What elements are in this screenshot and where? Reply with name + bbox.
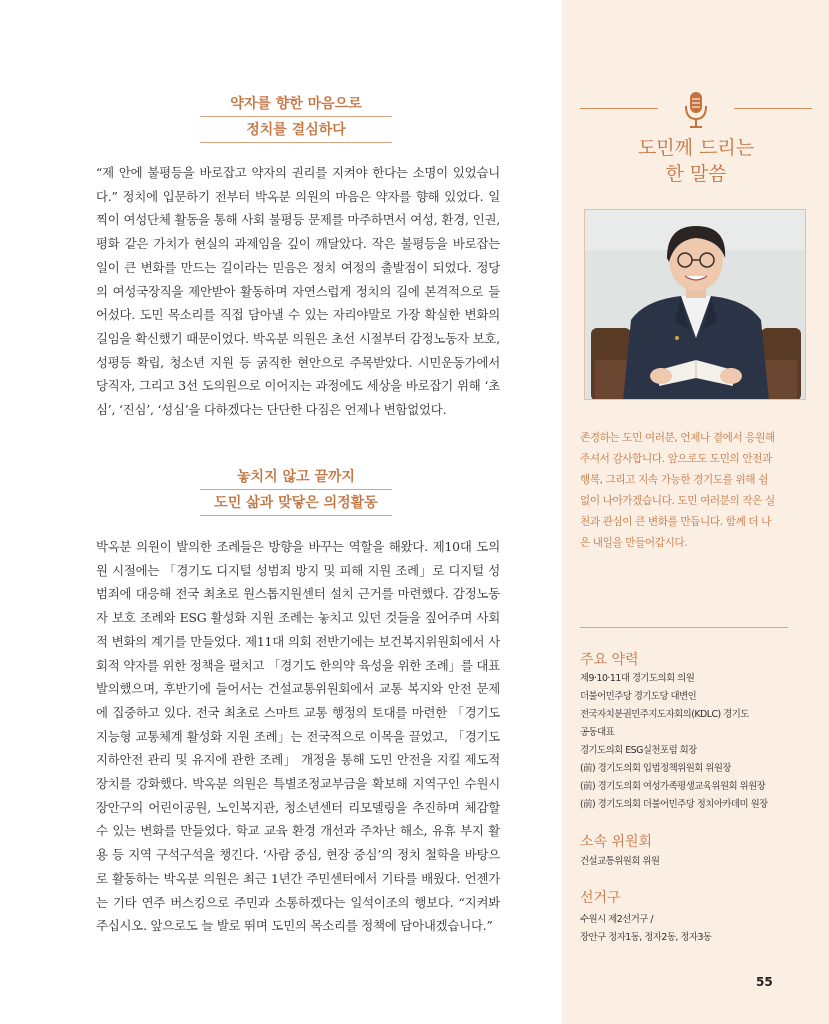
portrait-photo [584,209,806,400]
sidebar-divider [580,627,788,628]
section-1-body: “제 안에 불평등을 바로잡고 약자의 권리를 지켜야 한다는 소명이 있었습니다.” 정치에 입문하기 전부터 박옥분 의원의 마음은 약자를 향해 있었다. 일찍이 여성단체 활동을 통해 사회 불평등 문제를 마주하면서 여성, 환경, 인권, 평화 같은 가치가 현실의 과제임을 깊이 깨달았다. 작은 불평등을 바로잡는 일이 큰 변화를 만드는 길이라는 믿음은 정치 여정의 출발점이 되었다. 정당의 여성국장직을 제안받아 활동하며 자연스럽게 정치의 길에 본격적으로 들어섰다. 도민 목소리를 직접 담아낼 수 있는 자리야말로 가장 확실한 변화의 길임을 확신했기 때문이었다. 박옥분 의원은 초선 시절부터 감정노동자 보호, 성평등 확립, 청소년 지원 등 굵직한 현안으로 주목받았다. 시민운동가에서 당직자, 그리고 3선 도의원으로 이어지는 과정에도 세상을 바로잡기 위해 ‘초심’, ‘진심’, ‘성심’을 다하겠다는 단단한 다짐은 언제나 변함없었다. [96,165,500,418]
section-heading-2-line-1: 놓치지 않고 끝까지 [237,469,355,485]
portrait-illustration [585,210,806,400]
list-item: 제9·10·11대 경기도의회 의원 [580,673,695,684]
section-heading-2-line-2: 도민 삶과 맞닿은 의정활동 [214,495,378,511]
committee-list [580,853,795,871]
list-item: (前) 경기도의회 여성가족평생교육위원회 위원장 [580,781,766,792]
list-item: 전국자치분권민주지도자회의(KDLC) 경기도 [580,709,749,720]
section-heading-1 [200,93,392,145]
sidebar-title-line-1: 도민께 드리는 [637,137,755,159]
list-item: 장안구 정자1동, 정자2동, 정자3동 [580,932,712,943]
career-list [580,670,795,814]
section-heading-1-line-1: 약자를 향한 마음으로 [230,96,362,112]
heading-divider [200,116,392,117]
list-item: 더불어민주당 경기도당 대변인 [580,691,697,702]
section-heading-2 [200,466,392,518]
list-item: 건설교통위원회 위원 [580,856,660,867]
ornament-line-right [734,108,812,109]
list-item: (前) 경기도의회 입법정책위원회 위원장 [580,763,731,774]
district-list [580,911,795,947]
section-heading-1-line-2: 정치를 결심하다 [246,122,346,138]
page-number: 55 [756,975,773,989]
list-item: 수원시 제2선거구 / [580,914,653,925]
heading-divider [200,142,392,143]
greeting-message: 존경하는 도민 여러분, 언제나 곁에서 응원해 주셔서 감사합니다. 앞으로도 도민의 안전과 행복, 그리고 지속 가능한 경기도를 위해 쉼 없이 나아가겠습니다. 도민 여러분의 작은 실천과 관심이 큰 변화를 만듭니다. 함께 더 나은 내일을 만들어갑시다. [580,432,775,549]
sidebar-title-line-2: 한 말씀 [665,163,727,185]
list-item: (前) 경기도의회 더불어민주당 정치아카데미 원장 [580,799,768,810]
heading-divider [200,515,392,516]
committee-section-title: 소속 위원회 [580,834,653,850]
sidebar-title [580,135,812,187]
list-item: 공동대표 [580,727,615,738]
career-section-title: 주요 약력 [580,652,639,668]
microphone-icon [681,90,711,130]
ornament-line-left [580,108,658,109]
district-section-title: 선거구 [580,890,621,906]
heading-divider [200,489,392,490]
section-2-body: 박옥분 의원이 발의한 조례들은 방향을 바꾸는 역할을 해왔다. 제10대 도의원 시절에는 「경기도 디지털 성범죄 방지 및 피해 지원 조례」로 디지털 성범죄에 대응해 전국 최초로 원스톱지원센터 설치 근거를 마련했다. 감정노동자 보호 조례와 ESG 활성화 지원 조례는 놓치고 있던 것들을 짚어주며 사회적 변화의 계기를 만들었다. 제11대 의회 전반기에는 보건복지위원회에서 사회적 약자를 위한 정책을 펼치고 「경기도 한의약 육성을 위한 조례」를 대표발의했으며, 후반기에 들어서는 건설교통위원회에서 교통 복지와 안전 문제에 집중하고 있다. 전국 최초로 스마트 교통 행정의 토대를 마련한 「경기도 지능형 교통체계 활성화 지원 조례」는 전국적으로 이목을 끌었고, 「경기도 지하안전 관리 및 유지에 관한 조례」 개정을 통해 도민 안전을 지킬 제도적 장치를 강화했다. 박옥분 의원은 특별조정교부금을 확보해 지역구인 수원시 장안구의 어린이공원, 노인복지관, 청소년센터 리모델링을 추진하며 체감할 수 있는 변화를 만들었다. 학교 교육 환경 개선과 주차난 해소, 유휴 부지 활용 등 지역 구석구석을 챙긴다. ‘사람 중심, 현장 중심’의 정치 철학을 바탕으로 활동하는 박옥분 의원은 최근 1년간 주민센터에서 기타를 배웠다. 언젠가는 기타 연주 버스킹으로 주민과 소통하겠다는 일석이조의 행보다. “지켜봐 주십시오. 앞으로도 늘 발로 뛰며 도민의 목소리를 정책에 담아내겠습니다.” [96,539,500,934]
sidebar-title-ornament [580,90,812,130]
list-item: 경기도의회 ESG실천포럼 회장 [580,745,697,756]
